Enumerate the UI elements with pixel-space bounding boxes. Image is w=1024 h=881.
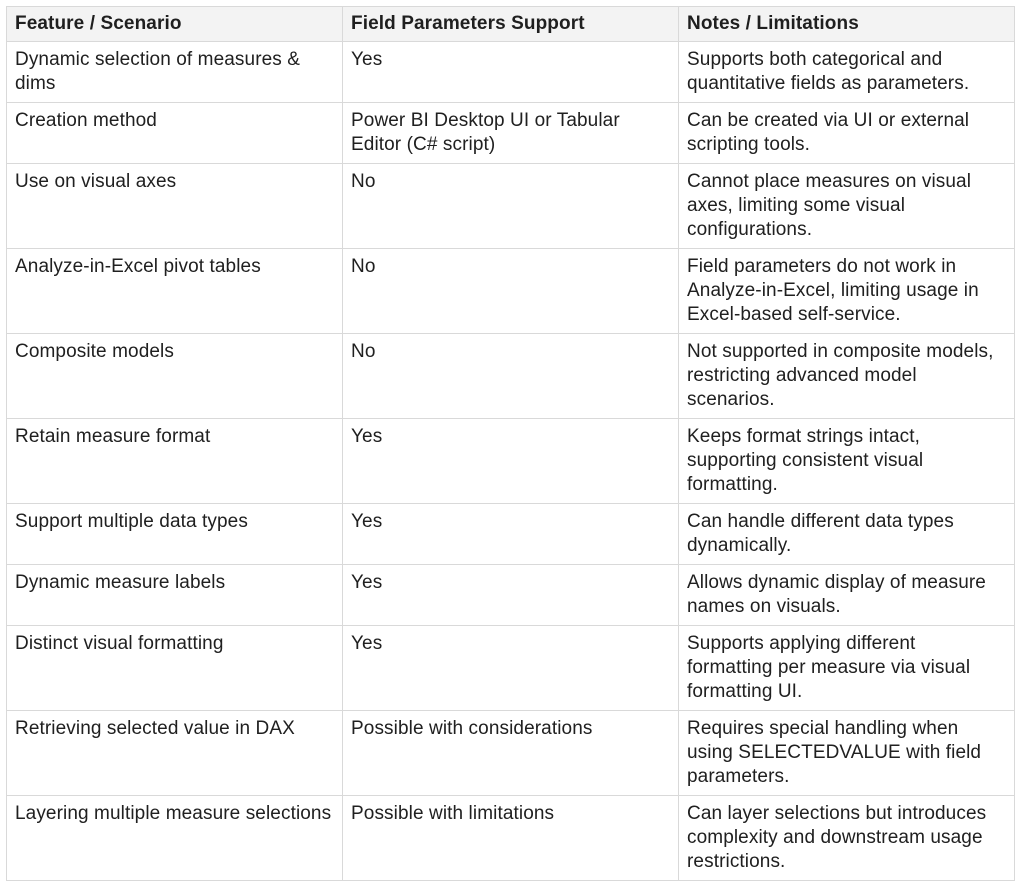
- cell-notes: Can be created via UI or external scripting tools.: [679, 103, 1015, 164]
- cell-notes: Supports applying different formatting per measure via visual formatting UI.: [679, 626, 1015, 711]
- cell-notes: Allows dynamic display of measure names on visuals.: [679, 565, 1015, 626]
- cell-support: Yes: [343, 504, 679, 565]
- cell-feature: Support multiple data types: [7, 504, 343, 565]
- header-field-parameters-support: Field Parameters Support: [343, 7, 679, 42]
- table-row: [7, 419, 1015, 504]
- cell-feature: Retrieving selected value in DAX: [7, 711, 343, 796]
- cell-feature: Retain measure format: [7, 419, 343, 504]
- cell-support: No: [343, 164, 679, 249]
- table-row: [7, 504, 1015, 565]
- cell-feature: Analyze-in-Excel pivot tables: [7, 249, 343, 334]
- cell-notes: Cannot place measures on visual axes, limiting some visual configurations.: [679, 164, 1015, 249]
- cell-support: Power BI Desktop UI or Tabular Editor (C# script): [343, 103, 679, 164]
- comparison-table: [6, 6, 1015, 881]
- table-row: [7, 42, 1015, 103]
- table-row: [7, 626, 1015, 711]
- table-row: [7, 249, 1015, 334]
- table-row: [7, 565, 1015, 626]
- header-notes-limitations: Notes / Limitations: [679, 7, 1015, 42]
- comparison-table-container: [6, 6, 1014, 881]
- cell-support: No: [343, 249, 679, 334]
- cell-support: No: [343, 334, 679, 419]
- header-feature-scenario: Feature / Scenario: [7, 7, 343, 42]
- cell-notes: Field parameters do not work in Analyze-in-Excel, limiting usage in Excel-based self-service.: [679, 249, 1015, 334]
- cell-feature: Distinct visual formatting: [7, 626, 343, 711]
- table-row: [7, 711, 1015, 796]
- table-row: [7, 796, 1015, 881]
- cell-feature: Creation method: [7, 103, 343, 164]
- table-body: [7, 42, 1015, 881]
- cell-notes: Keeps format strings intact, supporting consistent visual formatting.: [679, 419, 1015, 504]
- cell-feature: Use on visual axes: [7, 164, 343, 249]
- cell-support: Yes: [343, 565, 679, 626]
- cell-notes: Not supported in composite models, restricting advanced model scenarios.: [679, 334, 1015, 419]
- cell-support: Yes: [343, 626, 679, 711]
- cell-support: Possible with limitations: [343, 796, 679, 881]
- header-row: [7, 7, 1015, 42]
- cell-notes: Requires special handling when using SELECTEDVALUE with field parameters.: [679, 711, 1015, 796]
- cell-support: Possible with considerations: [343, 711, 679, 796]
- table-row: [7, 103, 1015, 164]
- table-row: [7, 334, 1015, 419]
- cell-notes: Supports both categorical and quantitative fields as parameters.: [679, 42, 1015, 103]
- cell-notes: Can handle different data types dynamically.: [679, 504, 1015, 565]
- cell-feature: Dynamic measure labels: [7, 565, 343, 626]
- table-header: [7, 7, 1015, 42]
- cell-support: Yes: [343, 42, 679, 103]
- cell-feature: Layering multiple measure selections: [7, 796, 343, 881]
- cell-notes: Can layer selections but introduces complexity and downstream usage restrictions.: [679, 796, 1015, 881]
- cell-support: Yes: [343, 419, 679, 504]
- table-row: [7, 164, 1015, 249]
- cell-feature: Dynamic selection of measures & dims: [7, 42, 343, 103]
- cell-feature: Composite models: [7, 334, 343, 419]
